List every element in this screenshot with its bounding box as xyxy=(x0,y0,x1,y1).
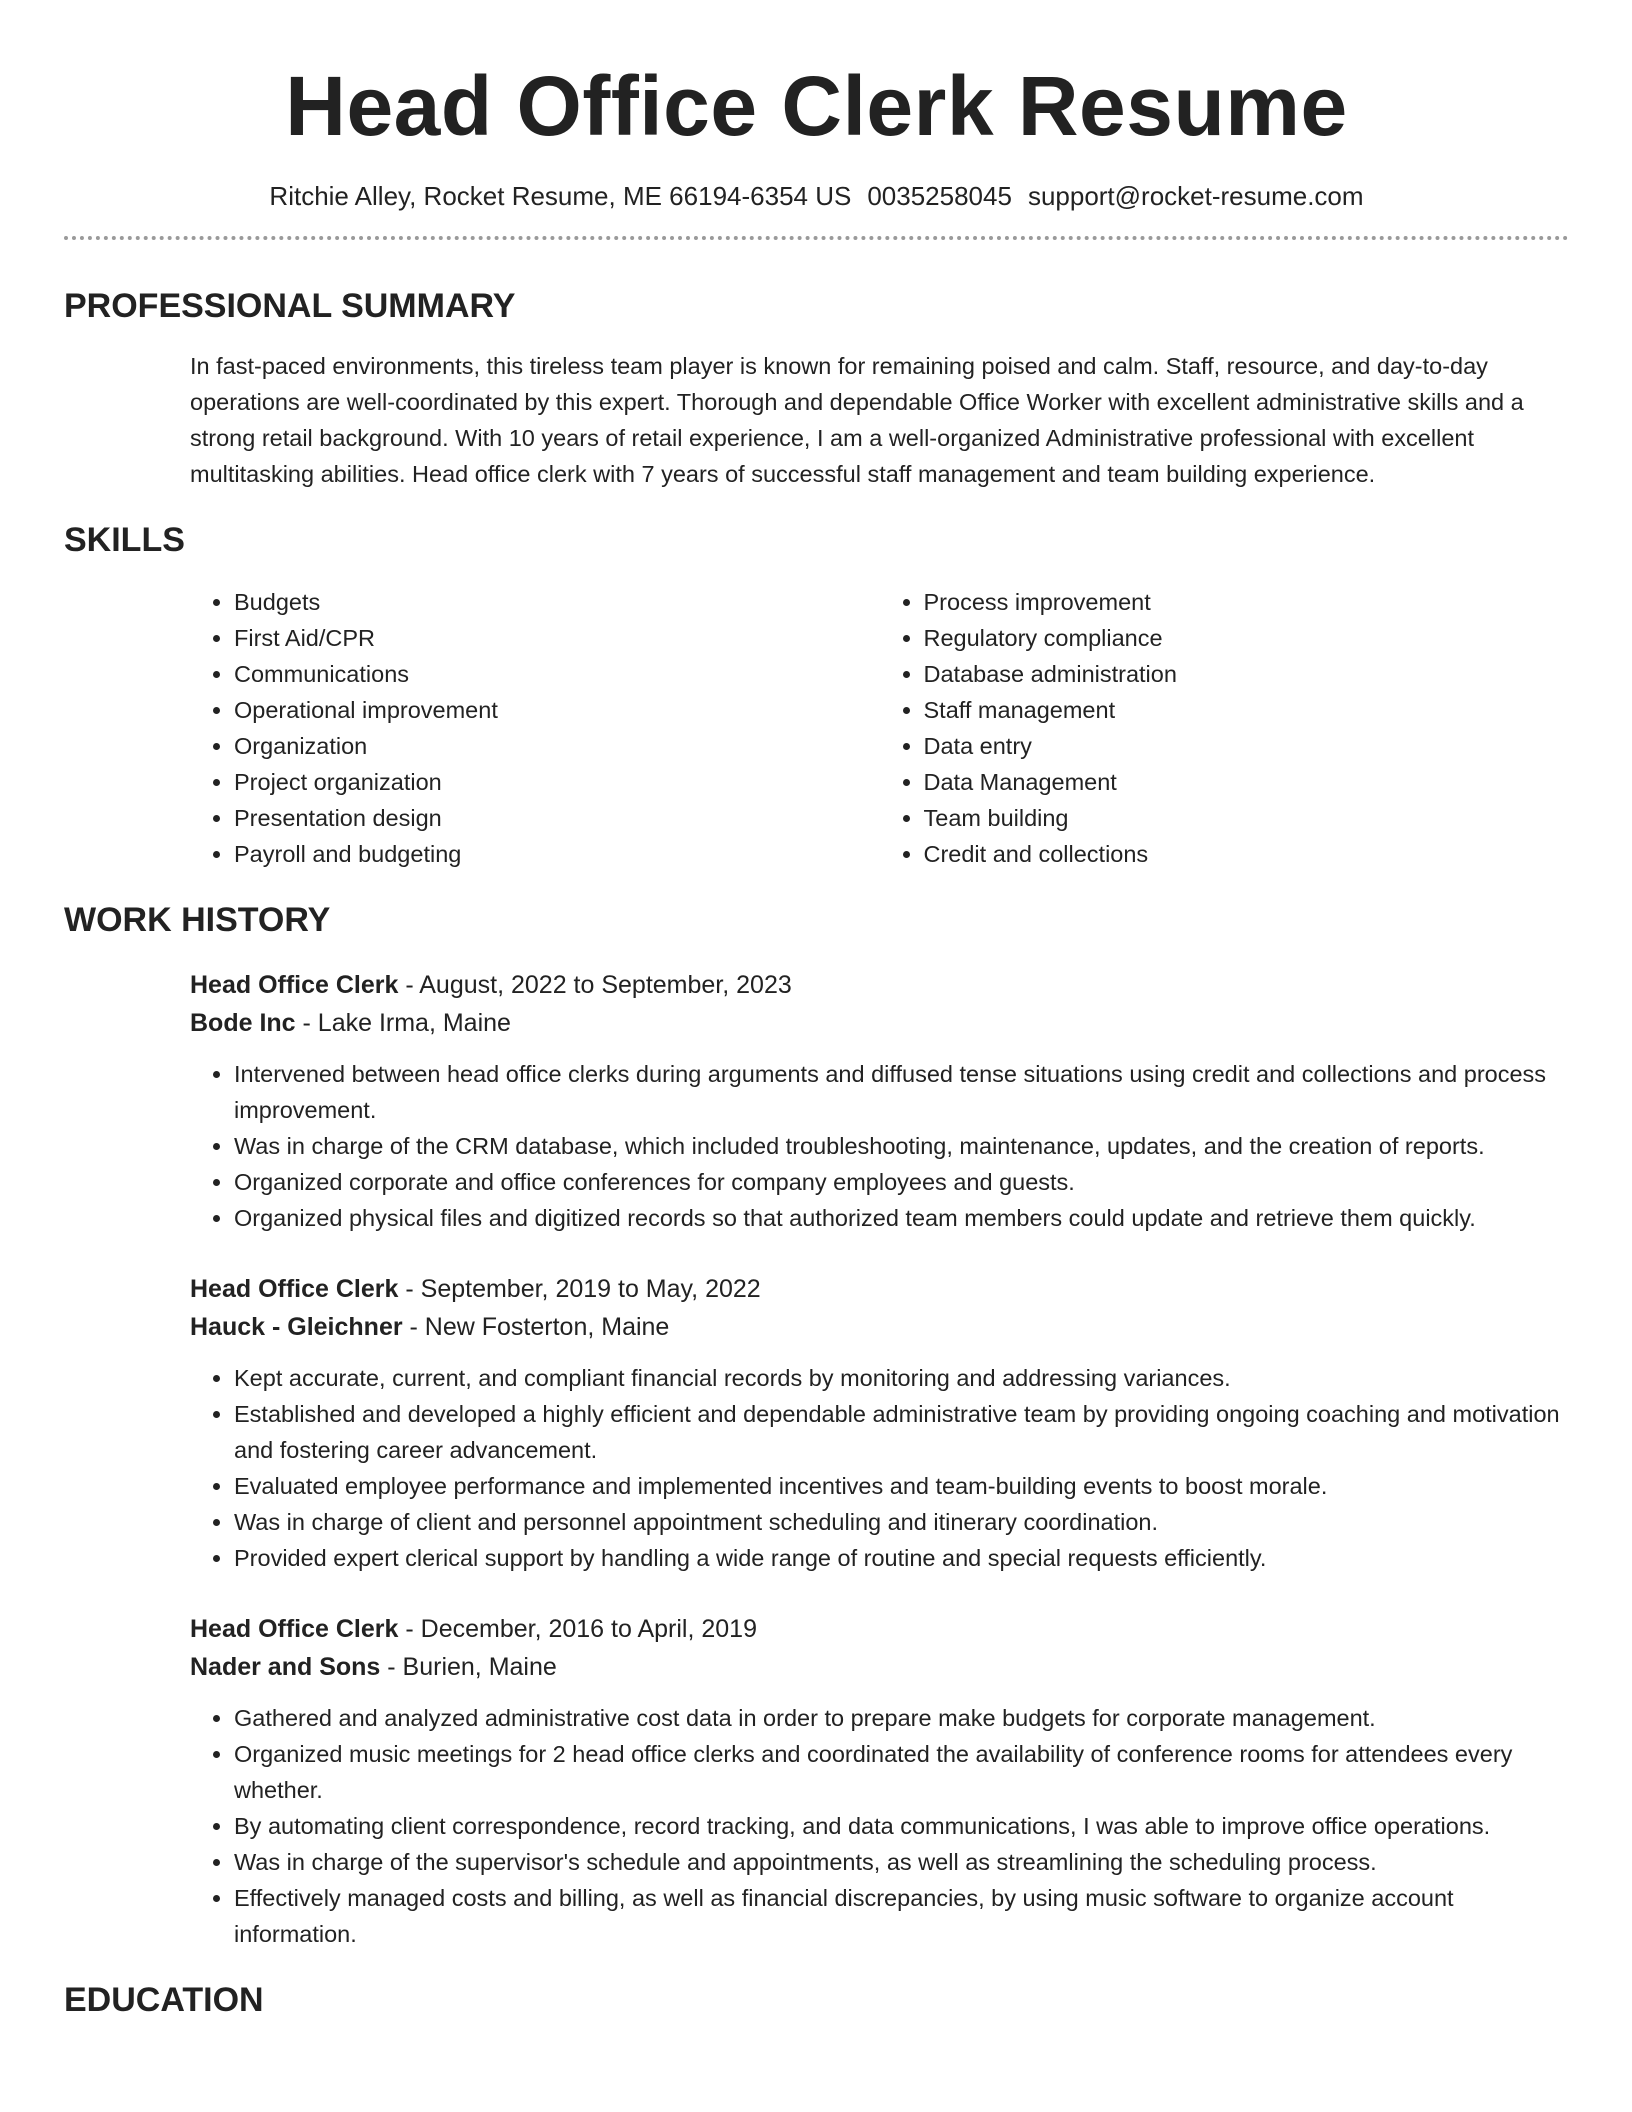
job-bullet: • Effectively managed costs and billing, as well as financial discrepancies, by using music software to organize account information. xyxy=(234,1880,1569,1952)
skill-item: • Database administration xyxy=(924,656,1570,692)
job-company: Hauck - Gleichner xyxy=(190,1313,403,1341)
job-title: Head Office Clerk xyxy=(190,1615,399,1643)
job-bullets xyxy=(190,1700,1569,1952)
job-company-line xyxy=(190,1004,1569,1042)
job-bullet: • Was in charge of client and personnel appointment scheduling and itinerary coordination. xyxy=(234,1504,1569,1540)
job-company: Nader and Sons xyxy=(190,1653,381,1681)
job-dates: - December, 2016 to April, 2019 xyxy=(398,1615,757,1643)
job-bullet: • Gathered and analyzed administrative cost data in order to prepare make budgets for corporate management. xyxy=(234,1700,1569,1736)
job-entry xyxy=(190,1610,1569,1952)
job-company: Bode Inc xyxy=(190,1009,296,1037)
job-company-line xyxy=(190,1308,1569,1346)
job-bullet: • Intervened between head office clerks during arguments and diffused tense situations using credit and collections and process improvement. xyxy=(234,1056,1569,1128)
summary-text: In fast-paced environments, this tireless team player is known for remaining poised and calm. Staff, resource, and day-to-day operations are well-coordinated by this expert. Thorough and dependable Office Worker with excellent administrative skills and a strong retail background. With 10 years of retail experience, I am a well-organized Administrative professional with excellent multitasking abilities. Head office clerk with 7 years of successful staff management and team building experience. xyxy=(190,353,1524,487)
skills-list-right xyxy=(880,584,1570,872)
skill-item: • Payroll and budgeting xyxy=(234,836,880,872)
skill-item: • Organization xyxy=(234,728,880,764)
job-bullet: • Evaluated employee performance and implemented incentives and team-building events to boost morale. xyxy=(234,1468,1569,1504)
skills-list-left xyxy=(190,584,880,872)
skill-item: • Project organization xyxy=(234,764,880,800)
job-bullets xyxy=(190,1056,1569,1236)
job-title: Head Office Clerk xyxy=(190,1275,399,1303)
skill-item: • Credit and collections xyxy=(924,836,1570,872)
job-bullet: • Established and developed a highly efficient and dependable administrative team by providing ongoing coaching and motivation and fostering career advancement. xyxy=(234,1396,1569,1468)
job-entry xyxy=(190,1270,1569,1576)
skill-item: • Presentation design xyxy=(234,800,880,836)
summary-section xyxy=(190,348,1569,492)
skill-item: • Regulatory compliance xyxy=(924,620,1570,656)
job-bullet: • Organized physical files and digitized records so that authorized team members could update and retrieve them quickly. xyxy=(234,1200,1569,1236)
skill-item: • Operational improvement xyxy=(234,692,880,728)
job-title-line xyxy=(190,1270,1569,1308)
job-bullet: • Organized corporate and office conferences for company employees and guests. xyxy=(234,1164,1569,1200)
summary-heading: PROFESSIONAL SUMMARY xyxy=(64,287,516,325)
work-heading: WORK HISTORY xyxy=(64,901,331,939)
job-bullet: • Organized music meetings for 2 head office clerks and coordinated the availability of conference rooms for attendees every whether. xyxy=(234,1736,1569,1808)
dotted-divider xyxy=(64,236,1569,240)
job-title-line xyxy=(190,1610,1569,1648)
job-title: Head Office Clerk xyxy=(190,971,399,999)
work-section xyxy=(190,966,1569,1952)
job-bullet: • By automating client correspondence, record tracking, and data communications, I was able to improve office operations. xyxy=(234,1808,1569,1844)
education-heading: EDUCATION xyxy=(64,1981,264,2019)
job-location: - Lake Irma, Maine xyxy=(295,1009,511,1037)
skill-item: • Process improvement xyxy=(924,584,1570,620)
skill-item: • Data entry xyxy=(924,728,1570,764)
job-bullet: • Provided expert clerical support by handling a wide range of routine and special requests efficiently. xyxy=(234,1540,1569,1576)
skills-heading: SKILLS xyxy=(64,521,185,559)
skill-item: • First Aid/CPR xyxy=(234,620,880,656)
skills-columns xyxy=(190,584,1569,872)
skill-item: • Team building xyxy=(924,800,1570,836)
contact-email: support@rocket-resume.com xyxy=(1027,181,1364,211)
page-title: Head Office Clerk Resume xyxy=(285,59,1348,153)
skills-section xyxy=(190,584,1569,872)
skill-item: • Data Management xyxy=(924,764,1570,800)
contact-phone: 0035258045 xyxy=(867,181,1012,211)
job-bullets xyxy=(190,1360,1569,1576)
job-title-line xyxy=(190,966,1569,1004)
contact-address: Ritchie Alley, Rocket Resume, ME 66194-6354 US xyxy=(269,181,852,211)
job-bullet: • Was in charge of the supervisor's schedule and appointments, as well as streamlining the scheduling process. xyxy=(234,1844,1569,1880)
skill-item: • Staff management xyxy=(924,692,1570,728)
job-bullet: • Kept accurate, current, and compliant financial records by monitoring and addressing variances. xyxy=(234,1360,1569,1396)
job-bullet: • Was in charge of the CRM database, which included troubleshooting, maintenance, updates, and the creation of reports. xyxy=(234,1128,1569,1164)
job-location: - Burien, Maine xyxy=(380,1653,557,1681)
job-dates: - September, 2019 to May, 2022 xyxy=(398,1275,761,1303)
job-entry xyxy=(190,966,1569,1236)
resume-page xyxy=(64,0,1569,2022)
skill-item: • Communications xyxy=(234,656,880,692)
job-dates: - August, 2022 to September, 2023 xyxy=(398,971,792,999)
job-company-line xyxy=(190,1648,1569,1686)
skill-item: • Budgets xyxy=(234,584,880,620)
job-location: - New Fosterton, Maine xyxy=(402,1313,670,1341)
contact-line xyxy=(64,178,1569,214)
